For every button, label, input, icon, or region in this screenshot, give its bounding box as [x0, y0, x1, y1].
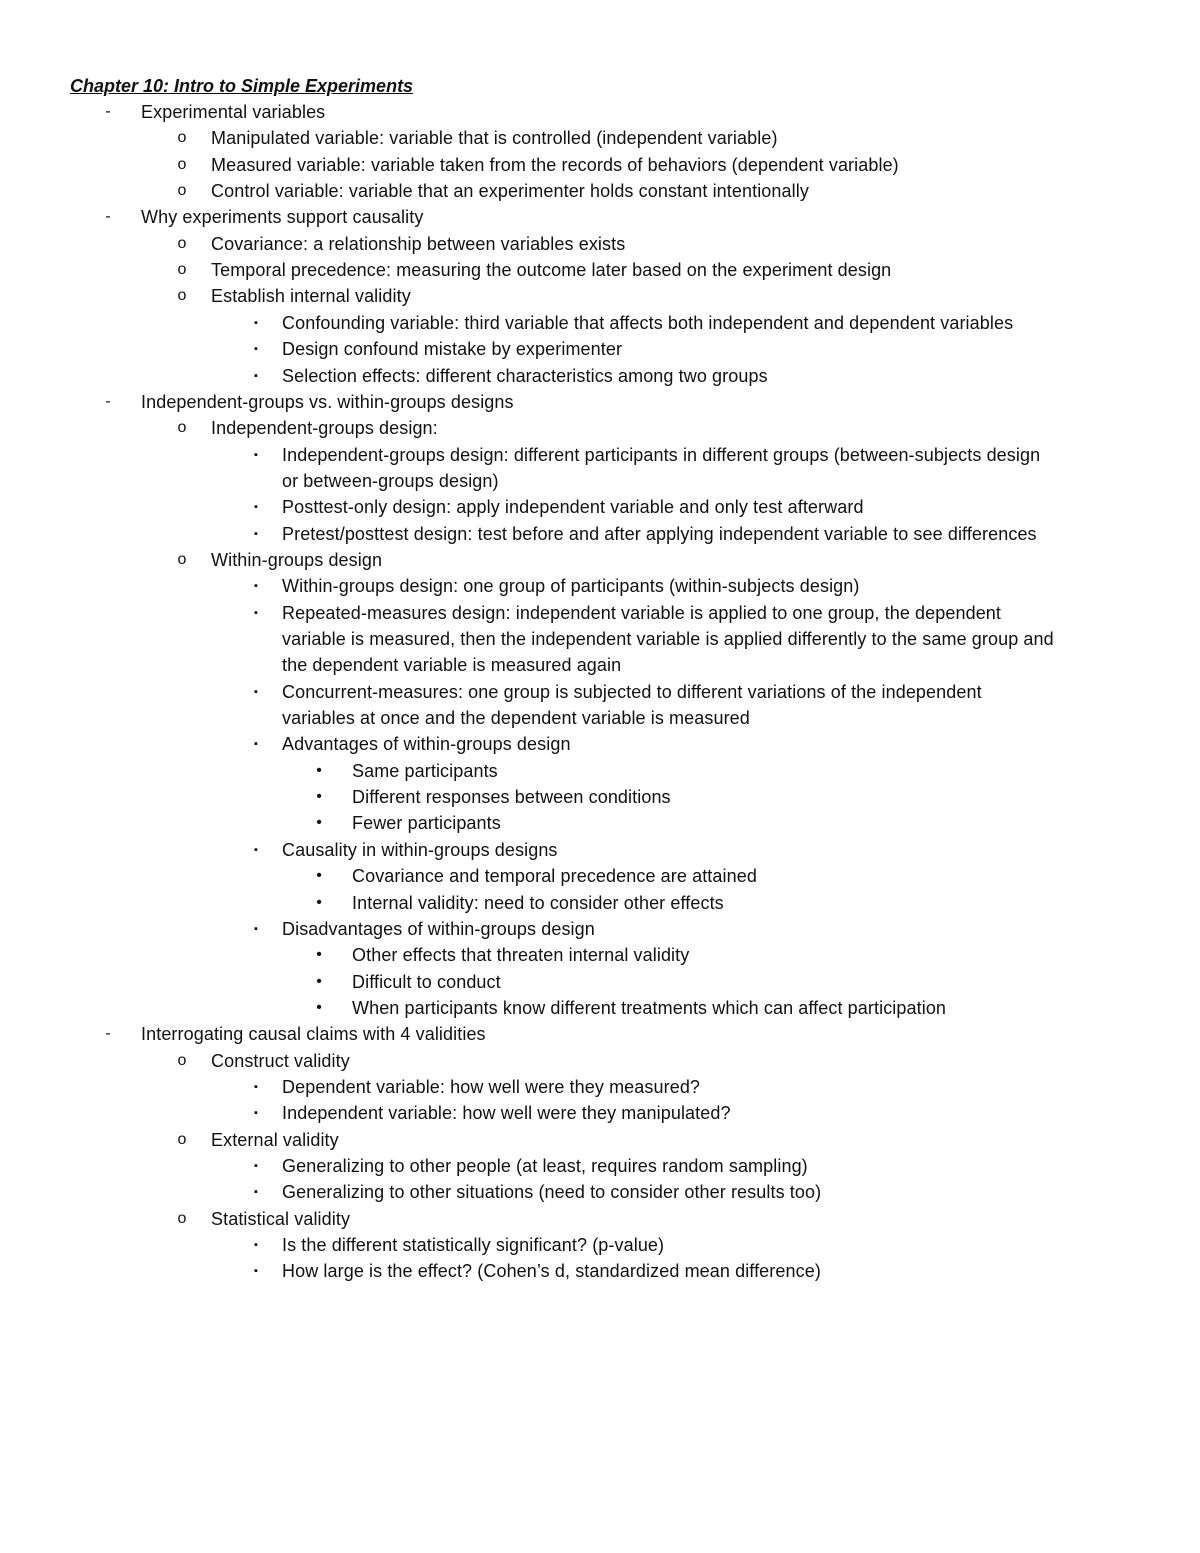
list-marker: ▪	[254, 449, 258, 461]
list-marker: •	[316, 814, 322, 831]
list-marker: ▪	[254, 1107, 258, 1119]
list-item: Advantages of within-groups design	[282, 734, 571, 754]
list-item: Is the different statistically significant? (p-value)	[282, 1235, 665, 1255]
list-marker: ▪	[254, 528, 258, 540]
list-item: Concurrent-measures: one group is subjected to different variations of the independent	[282, 682, 982, 702]
list-item: Generalizing to other situations (need to consider other results too)	[282, 1182, 822, 1202]
list-marker: ▪	[254, 844, 258, 856]
list-item: Different responses between conditions	[352, 787, 671, 807]
list-item: Within-groups design: one group of participants (within-subjects design)	[282, 576, 860, 596]
list-marker: •	[316, 973, 322, 990]
list-marker: ▪	[254, 1186, 258, 1198]
list-marker: o	[177, 551, 187, 568]
list-item: Independent-groups design: different participants in different groups (between-subjects design	[282, 445, 1041, 465]
list-marker: o	[177, 287, 187, 304]
list-marker: ▪	[254, 738, 258, 750]
list-item: Statistical validity	[211, 1209, 351, 1229]
list-item: External validity	[211, 1130, 339, 1150]
list-marker: o	[177, 261, 187, 278]
list-item: Causality in within-groups designs	[282, 840, 558, 860]
list-item: Covariance: a relationship between variables exists	[211, 234, 626, 254]
list-marker: •	[316, 946, 322, 963]
list-marker: ▪	[254, 1160, 258, 1172]
list-item: Measured variable: variable taken from the records of behaviors (dependent variable)	[211, 155, 899, 175]
list-marker: ▪	[254, 370, 258, 382]
list-marker: ▪	[254, 607, 258, 619]
list-item: Within-groups design	[211, 550, 383, 570]
list-marker: •	[316, 867, 322, 884]
list-marker: o	[177, 129, 187, 146]
list-item: the dependent variable is measured again	[282, 655, 622, 675]
list-item: Independent-groups vs. within-groups designs	[141, 392, 514, 412]
list-marker: ▪	[254, 501, 258, 513]
list-item: Confounding variable: third variable that affects both independent and dependent variables	[282, 313, 1014, 333]
list-marker: o	[177, 156, 187, 173]
list-item: or between-groups design)	[282, 471, 499, 491]
list-marker: -	[105, 1025, 111, 1042]
list-marker: -	[105, 103, 111, 120]
list-marker: -	[105, 393, 111, 410]
list-item: Experimental variables	[141, 102, 326, 122]
list-marker: •	[316, 894, 322, 911]
list-item: Pretest/posttest design: test before and after applying independent variable to see differences	[282, 524, 1037, 544]
list-marker: •	[316, 788, 322, 805]
list-marker: •	[316, 999, 322, 1016]
list-marker: ▪	[254, 580, 258, 592]
list-item: When participants know different treatments which can affect participation	[352, 998, 947, 1018]
list-item: Difficult to conduct	[352, 972, 501, 992]
list-marker: ▪	[254, 1265, 258, 1277]
list-item: Control variable: variable that an experimenter holds constant intentionally	[211, 181, 809, 201]
list-item: Generalizing to other people (at least, requires random sampling)	[282, 1156, 808, 1176]
list-marker: o	[177, 419, 187, 436]
list-marker: ▪	[254, 317, 258, 329]
list-item: Why experiments support causality	[141, 207, 424, 227]
list-item: variables at once and the dependent variable is measured	[282, 708, 750, 728]
list-marker: ▪	[254, 1081, 258, 1093]
list-item: Design confound mistake by experimenter	[282, 339, 623, 359]
list-item: Disadvantages of within-groups design	[282, 919, 595, 939]
list-item: Dependent variable: how well were they measured?	[282, 1077, 701, 1097]
list-marker: o	[177, 1052, 187, 1069]
list-item: Internal validity: need to consider other effects	[352, 893, 724, 913]
list-item: Independent variable: how well were they manipulated?	[282, 1103, 731, 1123]
list-marker: o	[177, 1131, 187, 1148]
list-item: Repeated-measures design: independent variable is applied to one group, the dependent	[282, 603, 1002, 623]
list-item: How large is the effect? (Cohen’s d, standardized mean difference)	[282, 1261, 821, 1281]
list-item: variable is measured, then the independent variable is applied differently to the same group and	[282, 629, 1054, 649]
page-title: Chapter 10: Intro to Simple Experiments	[70, 76, 414, 96]
list-item: Same participants	[352, 761, 498, 781]
list-marker: •	[316, 762, 322, 779]
list-item: Selection effects: different characteristics among two groups	[282, 366, 768, 386]
list-item: Interrogating causal claims with 4 validities	[141, 1024, 486, 1044]
list-marker: ▪	[254, 1239, 258, 1251]
list-item: Covariance and temporal precedence are attained	[352, 866, 757, 886]
list-item: Temporal precedence: measuring the outcome later based on the experiment design	[211, 260, 892, 280]
list-marker: ▪	[254, 686, 258, 698]
list-item: Establish internal validity	[211, 286, 411, 306]
list-item: Other effects that threaten internal validity	[352, 945, 690, 965]
list-marker: -	[105, 208, 111, 225]
list-item: Manipulated variable: variable that is controlled (independent variable)	[211, 128, 778, 148]
list-item: Posttest-only design: apply independent variable and only test afterward	[282, 497, 864, 517]
list-marker: o	[177, 235, 187, 252]
list-marker: o	[177, 1210, 187, 1227]
list-item: Independent-groups design:	[211, 418, 438, 438]
list-item: Fewer participants	[352, 813, 501, 833]
list-marker: o	[177, 182, 187, 199]
list-marker: ▪	[254, 343, 258, 355]
list-item: Construct validity	[211, 1051, 350, 1071]
list-marker: ▪	[254, 923, 258, 935]
